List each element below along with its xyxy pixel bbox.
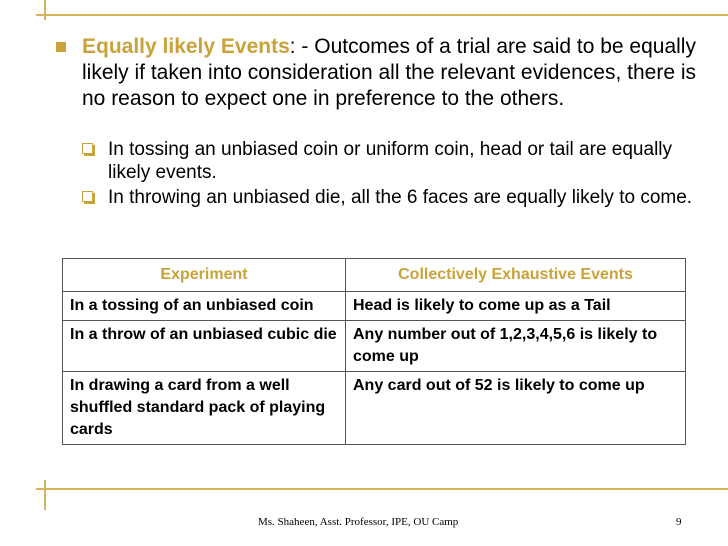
example-text: In throwing an unbiased die, all the 6 faces are equally likely to come.: [108, 187, 693, 208]
definition-text: : - Outcomes of a trial are said to be equally likely if taken into consideration all the relevant evidences, there is no reason to expect one in preference to the others.: [82, 35, 697, 110]
table-cell: In drawing a card from a well shuffled standard pack of playing cards: [63, 372, 346, 445]
bottom-tick: [44, 480, 46, 510]
table-row: [63, 321, 686, 372]
header-experiment: Experiment: [63, 259, 346, 292]
table-cell: In a tossing of an unbiased coin: [63, 292, 346, 321]
definition-paragraph: [82, 34, 712, 112]
example-text: In tossing an unbiased coin or uniform coin, head or tail are equally likely events.: [108, 139, 673, 183]
top-rule: [36, 14, 728, 16]
events-table: [62, 258, 686, 445]
table-cell: In a throw of an unbiased cubic die: [63, 321, 346, 372]
header-exhaustive-events: Collectively Exhaustive Events: [346, 259, 686, 292]
table-row: [63, 292, 686, 321]
top-tick: [44, 0, 46, 20]
checkbox-bullet-icon: [82, 143, 93, 154]
table-cell: Any card out of 52 is likely to come up: [346, 372, 686, 445]
page-number: 9: [676, 516, 682, 528]
checkbox-bullet-icon: [82, 191, 93, 202]
table-header-row: [63, 259, 686, 292]
footer-credit: Ms. Shaheen, Asst. Professor, IPE, OU Camp: [258, 516, 459, 528]
square-bullet-icon: [56, 42, 66, 52]
table-cell: Any number out of 1,2,3,4,5,6 is likely to come up: [346, 321, 686, 372]
table-row: [63, 372, 686, 445]
term-heading: Equally likely Events: [82, 35, 290, 58]
bottom-rule: [36, 488, 728, 490]
table-cell: Head is likely to come up as a Tail: [346, 292, 686, 321]
